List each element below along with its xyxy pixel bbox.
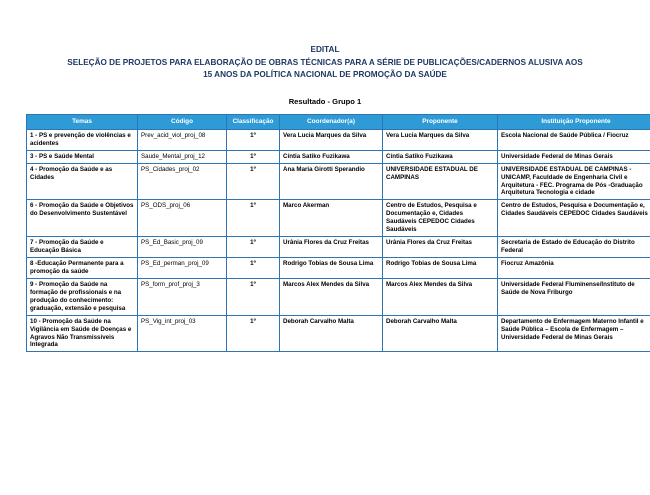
table-head bbox=[27, 114, 650, 129]
cell-instituicao: Centro de Estudos, Pesquisa e Documentação e, Cidades Saudáveis CEPEDOC Cidades Saudáveis bbox=[498, 200, 650, 237]
cell-coordenador: Deborah Carvalho Malta bbox=[280, 315, 383, 352]
cell-instituicao: Universidade Federal de Minas Gerais bbox=[498, 150, 650, 163]
result-group-label: Resultado - Grupo 1 bbox=[288, 96, 362, 106]
cell-proponente: Vera Lucia Marques da Silva bbox=[383, 129, 498, 150]
column-header-temas: Temas bbox=[27, 114, 138, 129]
column-header-proponente: Proponente bbox=[383, 114, 498, 129]
cell-instituicao: UNIVERSIDADE ESTADUAL DE CAMPINAS - UNICAMP, Faculdade de Engenharia Civil e Arquitetura - FEC. Programa de Pós -Graduação Arquitetura Tecnologia e cidade bbox=[498, 163, 650, 200]
cell-classificacao: 1º bbox=[227, 237, 280, 258]
cell-codigo: PS_Ed_Basic_proj_09 bbox=[138, 237, 227, 258]
cell-codigo: Saude_Mental_proj_12 bbox=[138, 150, 227, 163]
cell-tema: 8 -Educação Permanente para a promoção da saúde bbox=[27, 258, 138, 279]
cell-coordenador: Vera Lucia Marques da Silva bbox=[280, 129, 383, 150]
cell-proponente: Urânia Flores da Cruz Freitas bbox=[383, 237, 498, 258]
cell-coordenador: Ana Maria Girotti Sperandio bbox=[280, 163, 383, 200]
cell-instituicao: Fiocruz Amazônia bbox=[498, 258, 650, 279]
cell-codigo: PS_Cidades_proj_02 bbox=[138, 163, 227, 200]
cell-tema: 7 - Promoção da Saúde e Educação Básica bbox=[27, 237, 138, 258]
edital-subtitle-line2: 15 ANOS DA POLÍTICA NACIONAL DE PROMOÇÃO DA SAÚDE bbox=[203, 69, 447, 79]
column-header-codigo: Código bbox=[138, 114, 227, 129]
cell-instituicao: Departamento de Enfermagem Materno Infantil e Saúde Pública – Escola de Enfermagem – Universidade Federal de Minas Gerais bbox=[498, 315, 650, 352]
cell-coordenador: Rodrigo Tobias de Sousa Lima bbox=[280, 258, 383, 279]
cell-codigo: Prev_acid_viol_proj_08 bbox=[138, 129, 227, 150]
cell-classificacao: 1º bbox=[227, 258, 280, 279]
table-body bbox=[27, 129, 650, 352]
column-header-instituicao: Instituição Proponente bbox=[498, 114, 650, 129]
cell-tema: 3 - PS e Saúde Mental bbox=[27, 150, 138, 163]
table-row bbox=[27, 163, 650, 200]
cell-coordenador: Urânia Flores da Cruz Freitas bbox=[280, 237, 383, 258]
table-row bbox=[27, 200, 650, 237]
cell-coordenador: Cíntia Satiko Fuzikawa bbox=[280, 150, 383, 163]
cell-proponente: Rodrigo Tobias de Sousa Lima bbox=[383, 258, 498, 279]
results-table bbox=[26, 114, 650, 353]
cell-codigo: PS_ODS_proj_06 bbox=[138, 200, 227, 237]
cell-tema: 6 - Promoção da Saúde e Objetivos do Desenvolvimento Sustentável bbox=[27, 200, 138, 237]
cell-proponente: Marcos Alex Mendes da Silva bbox=[383, 278, 498, 315]
table-row bbox=[27, 258, 650, 279]
cell-classificacao: 1º bbox=[227, 129, 280, 150]
cell-instituicao: Escola Nacional de Saúde Pública / Fiocruz bbox=[498, 129, 650, 150]
cell-classificacao: 1º bbox=[227, 315, 280, 352]
cell-proponente: Centro de Estudos, Pesquisa e Documentação e, Cidades Saudáveis CEPEDOC Cidades Saudáveis bbox=[383, 200, 498, 237]
cell-tema: 9 - Promoção da Saúde na formação de profissionais e na produção do conhecimento: graduação, extensão e pesquisa bbox=[27, 278, 138, 315]
edital-title: EDITAL bbox=[310, 45, 340, 54]
table-row bbox=[27, 315, 650, 352]
cell-tema: 1 - PS e prevenção de violências e acidentes bbox=[27, 129, 138, 150]
table-row bbox=[27, 150, 650, 163]
cell-proponente: Deborah Carvalho Malta bbox=[383, 315, 498, 352]
cell-instituicao: Universidade Federal Fluminense/Instituto de Saúde de Nova Friburgo bbox=[498, 278, 650, 315]
table-header-row bbox=[27, 114, 650, 129]
cell-classificacao: 1º bbox=[227, 150, 280, 163]
table-row bbox=[27, 237, 650, 258]
document-header bbox=[26, 44, 624, 81]
cell-classificacao: 1º bbox=[227, 278, 280, 315]
cell-tema: 10 - Promoção da Saúde na Vigilância em Saúde de Doenças e Agravos Não Transmissíveis Integrada bbox=[27, 315, 138, 352]
cell-tema: 4 - Promoção da Saúde e as Cidades bbox=[27, 163, 138, 200]
cell-codigo: PS_Vig_int_proj_03 bbox=[138, 315, 227, 352]
cell-proponente: UNIVERSIDADE ESTADUAL DE CAMPINAS bbox=[383, 163, 498, 200]
cell-coordenador: Marcos Alex Mendes da Silva bbox=[280, 278, 383, 315]
table-row bbox=[27, 278, 650, 315]
cell-coordenador: Marco Akerman bbox=[280, 200, 383, 237]
edital-subtitle-line1: SELEÇÃO DE PROJETOS PARA ELABORAÇÃO DE OBRAS TÉCNICAS PARA A SÉRIE DE PUBLICAÇÕES/CADERNOS ALUSIVA AOS bbox=[67, 57, 583, 67]
table-row bbox=[27, 129, 650, 150]
cell-codigo: PS_form_prof_proj_3 bbox=[138, 278, 227, 315]
column-header-classificacao: Classificação bbox=[227, 114, 280, 129]
cell-classificacao: 1º bbox=[227, 163, 280, 200]
cell-classificacao: 1º bbox=[227, 200, 280, 237]
column-header-coordenador: Coordenador(a) bbox=[280, 114, 383, 129]
cell-proponente: Cíntia Satiko Fuzikawa bbox=[383, 150, 498, 163]
cell-instituicao: Secretaria de Estado de Educação do Distrito Federal bbox=[498, 237, 650, 258]
cell-codigo: PS_Ed_perman_proj_09 bbox=[138, 258, 227, 279]
